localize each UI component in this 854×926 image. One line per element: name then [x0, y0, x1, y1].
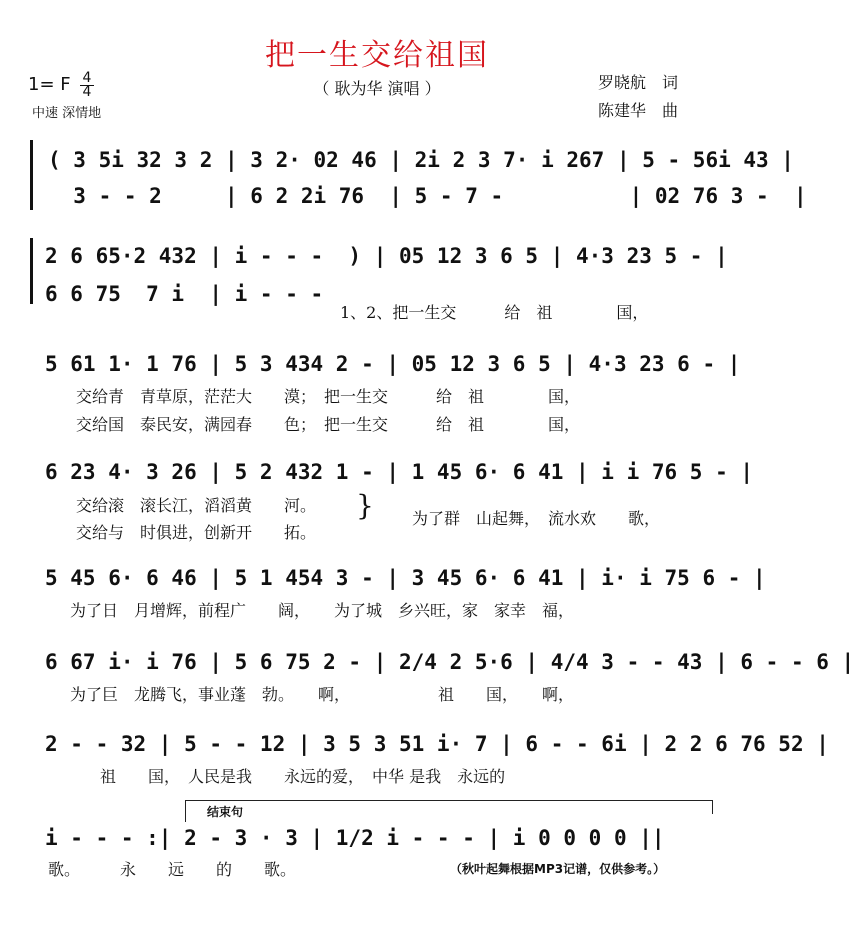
lyric-line: 交给与 时俱进，创新开 拓。	[76, 523, 317, 542]
ending-bracket-left	[185, 800, 186, 822]
tempo-marking: 中速 深情地	[32, 106, 102, 121]
system-bracket	[30, 238, 33, 304]
staff-line-8: i - - - :| 2 - 3 · 3 | 1/2 i - - - | i 0 0 0 0 ||	[45, 826, 665, 850]
lyricist-credit: 罗晓航 词	[598, 73, 679, 92]
lyric-line: 交给国 泰民安，满园春 色； 把一生交 给 祖 国，	[76, 415, 581, 434]
staff-line-7: 2 - - 32 | 5 - - 12 | 3 5 3 51 i· 7 | 6 - - 6i | 2 2 6 76 52 |	[45, 732, 829, 756]
lyric-line: 交给滚 滚长江，滔滔黄 河。	[76, 496, 317, 515]
staff-line-1-upper: ( 3 5i 32 3 2 | 3 2· 02 46 | 2i 2 3 7· i 267 | 5 - 56i 43 |	[48, 148, 794, 172]
song-title: 把一生交给祖国	[265, 38, 489, 73]
lyric-line: 歌。 永 远 的 歌。	[48, 860, 297, 879]
time-sig-bottom: 4	[80, 85, 94, 99]
key-signature: 1= F	[28, 74, 71, 95]
ending-bracket-right	[712, 800, 713, 814]
lyric-line: 1、2、把一生交 给 祖 国，	[340, 303, 649, 322]
staff-line-2-lower: 6 6 75 7 i | i - - -	[45, 282, 374, 306]
staff-line-1-lower: 3 - - 2 | 6 2 2i 76 | 5 - 7 - | 02 76 3 - |	[48, 184, 807, 208]
staff-line-5: 5 45 6· 6 46 | 5 1 454 3 - | 3 45 6· 6 41 | i· i 75 6 - |	[45, 566, 766, 590]
time-signature	[80, 72, 94, 99]
lyric-line: 为了巨 龙腾飞，事业蓬 勃。 啊， 祖 国， 啊，	[70, 685, 575, 704]
lyric-line: 祖 国， 人民是我 永远的爱， 中华 是我 永远的	[100, 767, 506, 786]
staff-line-6: 6 67 i· i 76 | 5 6 75 2 - | 2/4 2 5·6 | 4/4 3 - - 43 | 6 - - 6 |	[45, 650, 854, 674]
staff-line-3: 5 61 1· 1 76 | 5 3 434 2 - | 05 12 3 6 5 | 4·3 23 6 - |	[45, 352, 741, 376]
lyric-line: 为了群 山起舞， 流水欢 歌，	[412, 509, 661, 528]
singer-credit: （ 耿为华 演唱 ）	[313, 79, 441, 98]
staff-line-2-upper: 2 6 65·2 432 | i - - - ) | 05 12 3 6 5 | 4·3 23 5 - |	[45, 244, 728, 268]
composer-credit: 陈建华 曲	[598, 101, 679, 120]
time-sig-top: 4	[82, 70, 92, 86]
lyric-line: 为了日 月增辉，前程广 阔， 为了城 乡兴旺，家 家幸 福，	[70, 601, 575, 620]
brace: }	[356, 489, 374, 522]
lyric-line: 交给青 青草原，茫茫大 漠； 把一生交 给 祖 国，	[76, 387, 581, 406]
ending-label: 结束句	[207, 805, 244, 819]
ending-bracket	[185, 800, 713, 801]
footnote: （秋叶起舞根据MP3记谱，仅供参考。）	[450, 862, 666, 876]
system-bracket	[30, 140, 33, 210]
staff-line-4: 6 23 4· 3 26 | 5 2 432 1 - | 1 45 6· 6 41 | i i 76 5 - |	[45, 460, 754, 484]
